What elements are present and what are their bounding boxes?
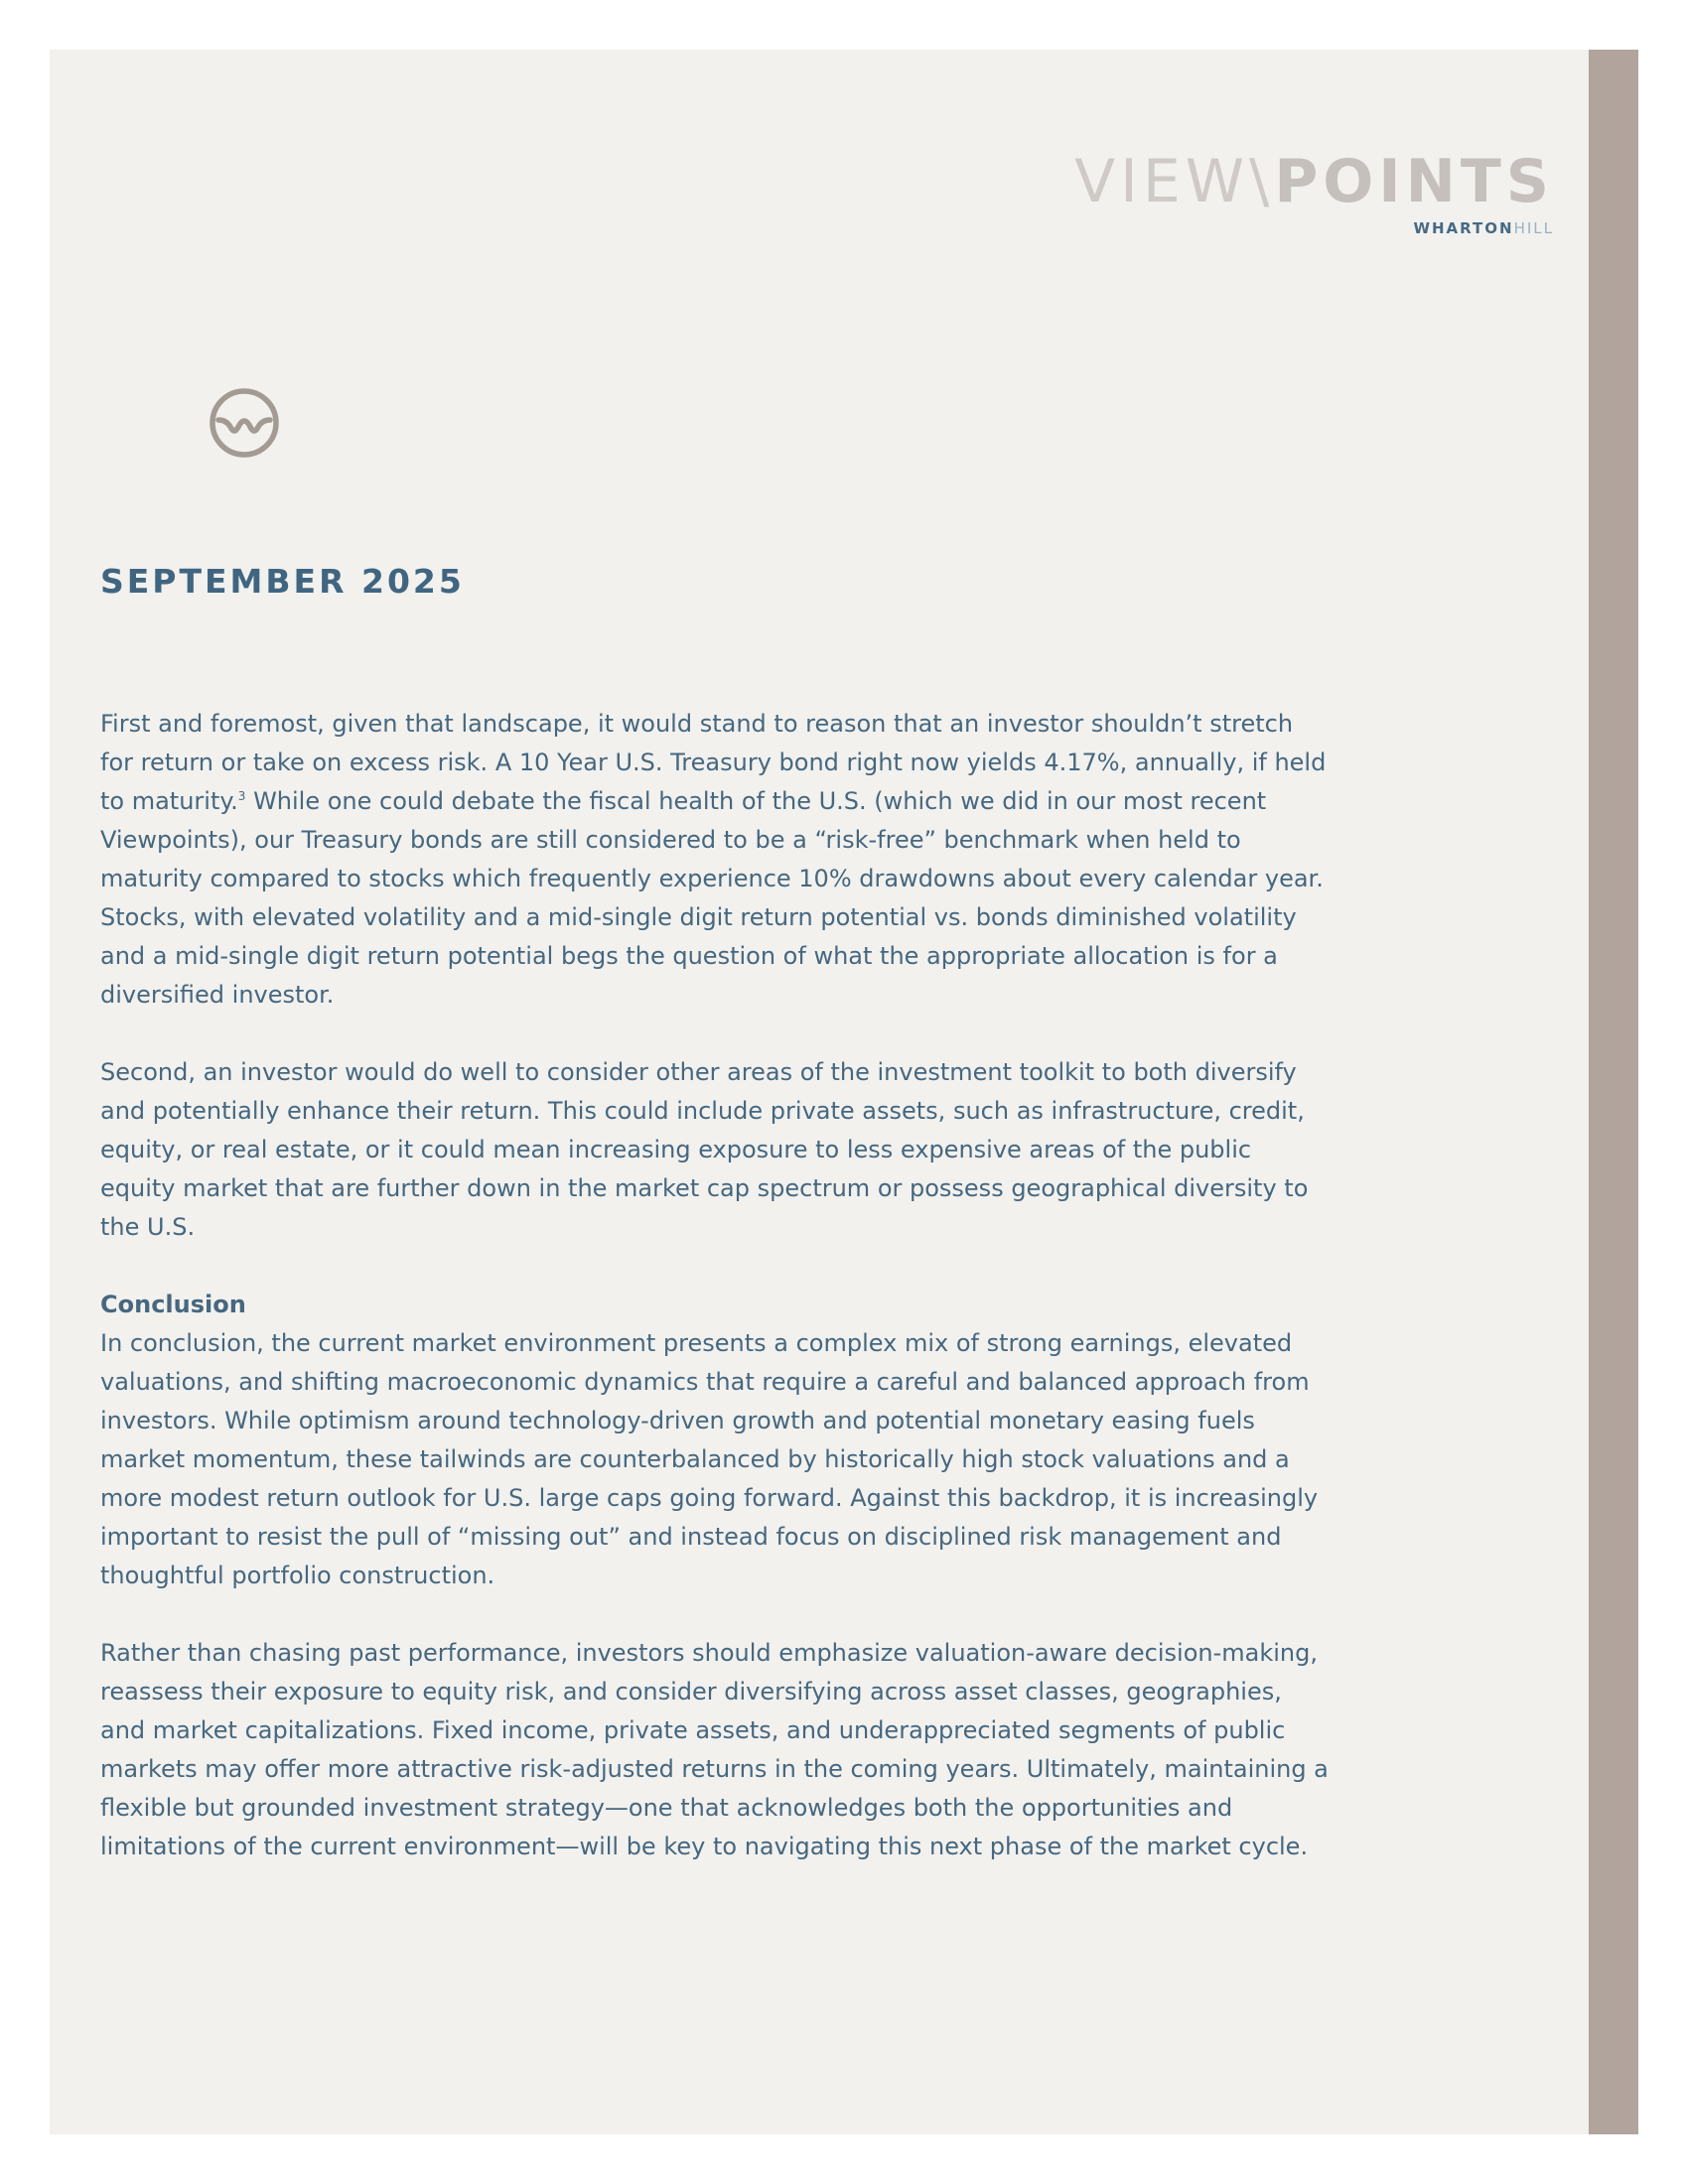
paragraph-treasury-end: While one could debate the fiscal health of the U.S. (which we did in our most recent Viewpoints), our Treasury bonds are still considered to be a “risk-free” benchmark when held to maturity compared to stocks which frequently experience 10% drawdowns about every calendar year. Stocks, with elevated volatility and a mid-single digit return potential vs. bonds diminished volatility and a mid-single digit return potential begs the question of what the appropriate allocation is for a diversified investor. xyxy=(100,787,1324,1009)
side-accent-bar xyxy=(1589,50,1638,2134)
brand-sub-bold: WHARTON xyxy=(1413,219,1514,237)
paragraph-treasury-start: First and foremost, given that landscape, it would stand to reason that an investor shouldn’t stretch for return or take on excess risk. A 10 Year U.S. Treasury bond right now yields 4.17%, annually, if held to maturity. xyxy=(100,710,1327,815)
brand-title-bold: POINTS xyxy=(1274,147,1554,216)
paragraph-treasury xyxy=(100,705,1332,1015)
brand-sub-light: HILL xyxy=(1513,219,1554,237)
brand-wordmark xyxy=(1074,147,1554,237)
brand-subtitle xyxy=(1074,221,1554,236)
footnote-ref: 3 xyxy=(237,789,246,803)
brand-title xyxy=(1074,147,1554,216)
conclusion-heading: Conclusion xyxy=(100,1291,246,1318)
paragraph-toolkit: Second, an investor would do well to consider other areas of the investment toolkit to both diversify and potentially enhance their return. This could include private assets, such as infrastructure, credit, equity, or real estate, or it could mean increasing exposure to less expensive areas of the public equity market that are further down in the market cap spectrum or possess geographical diversity to the U.S. xyxy=(100,1058,1309,1241)
paragraph-conclusion: In conclusion, the current market environment presents a complex mix of strong earnings, elevated valuations, and shifting macroeconomic dynamics that require a careful and balanced approach from investors. While optimism around technology-driven growth and potential monetary easing fuels market momentum, these tailwinds are counterbalanced by historically high stock valuations and a more modest return outlook for U.S. large caps going forward. Against this backdrop, it is increasingly important to resist the pull of “missing out” and instead focus on disciplined risk management and thoughtful portfolio construction. xyxy=(100,1329,1319,1589)
brand-title-light: VIEW\ xyxy=(1074,147,1275,216)
document-page xyxy=(50,50,1638,2134)
paragraph-final: Rather than chasing past performance, investors should emphasize valuation-aware decision-making, reassess their exposure to equity risk, and consider diversifying across asset classes, geographies, and market capitalizations. Fixed income, private assets, and underappreciated segments of public markets may offer more attractive risk-adjusted returns in the coming years. Ultimately, maintaining a flexible but grounded investment strategy—one that acknowledges both the opportunities and limitations of the current environment—will be key to navigating this next phase of the market cycle. xyxy=(100,1639,1329,1860)
article-body xyxy=(100,705,1332,1905)
issue-date-heading: SEPTEMBER 2025 xyxy=(100,562,465,601)
wharton-hill-w-circle-icon xyxy=(209,387,280,459)
